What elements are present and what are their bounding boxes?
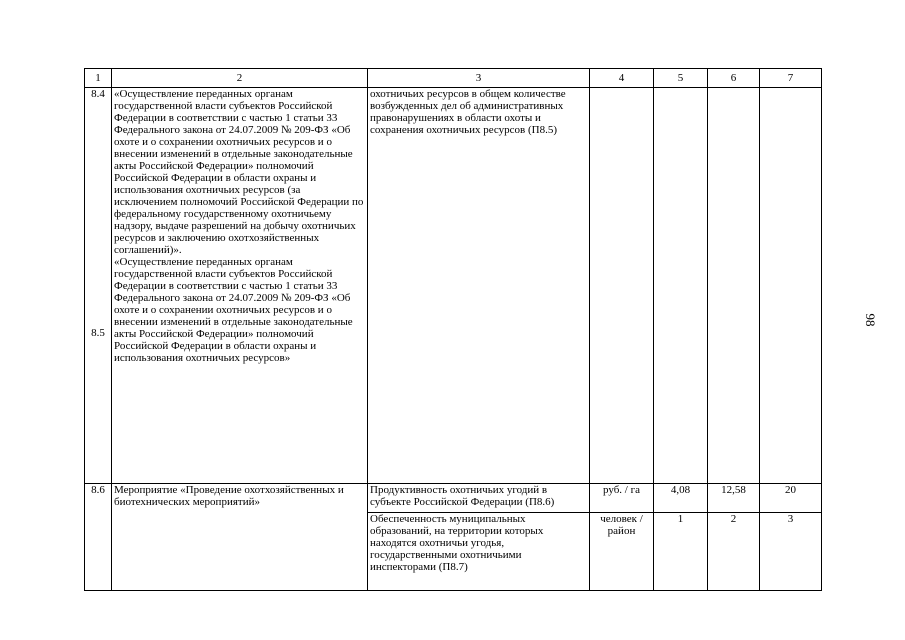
row-number-cell [85, 88, 112, 484]
header-cell: 1 [85, 69, 112, 88]
header-cell: 3 [368, 69, 590, 88]
value-cell [708, 88, 760, 484]
activity-cell [112, 88, 368, 484]
page-number: 98 [863, 313, 878, 327]
table-row [85, 484, 822, 513]
value-cell [654, 88, 708, 484]
header-cell: 6 [708, 69, 760, 88]
indicator-cell: охотничьих ресурсов в общем количестве возбужденных дел об административных правонарушениях в области охоты и сохранения охотничьих ресурсов (П8.5) [368, 88, 590, 484]
unit-cell: человек / район [590, 513, 654, 591]
value-cell: 4,08 [654, 484, 708, 513]
activity-text: Мероприятие «Проведение охотхозяйственных и биотехнических мероприятий» [112, 484, 368, 591]
unit-cell: руб. / га [590, 484, 654, 513]
row-number: 8.6 [85, 484, 112, 591]
header-cell: 5 [654, 69, 708, 88]
header-cell: 4 [590, 69, 654, 88]
value-cell: 2 [708, 513, 760, 591]
value-cell: 3 [760, 513, 822, 591]
activity-text: «Осуществление переданных органам государственной власти субъектов Российской Федерации в соответствии с частью 1 статьи 33 Федерального закона от 24.07.2009 № 209-ФЗ «Об охоте и о сохранении охотничьих ресурсов и о внесении изменений в отдельные законодательные акты Российской Федерации» полномочий Российской Федерации в области охраны и использования охотничьих ресурсов» [114, 256, 353, 364]
activity-text: «Осуществление переданных органам государственной власти субъектов Российской Федерации в соответствии с частью 1 статьи 33 Федерального закона от 24.07.2009 № 209-ФЗ «Об охоте и о сохранении охотничьих ресурсов и о внесении изменений в отдельные законодательные акты Российской Федерации» полномочий Российской Федерации в области охраны и использования охотничьих ресурсов (за исключением полномочий Российской Федерации по федеральному государственному охотничьему надзору, выдаче разрешений на добычу охотничьих ресурсов и заключению охотхозяйственных соглашений)». [114, 88, 364, 256]
value-cell: 12,58 [708, 484, 760, 513]
header-row [85, 69, 822, 88]
value-cell: 20 [760, 484, 822, 513]
value-cell: 1 [654, 513, 708, 591]
row-number: 8.5 [91, 327, 105, 339]
indicator-cell: Обеспеченность муниципальных образований, на территории которых находятся охотничьи угодья, государственными охотничьими инспекторами (П8.7) [368, 513, 590, 591]
header-cell: 7 [760, 69, 822, 88]
row-number: 8.4 [91, 88, 105, 100]
value-cell [760, 88, 822, 484]
unit-cell [590, 88, 654, 484]
header-cell: 2 [112, 69, 368, 88]
table-row [85, 88, 822, 484]
indicator-cell: Продуктивность охотничьих угодий в субъекте Российской Федерации (П8.6) [368, 484, 590, 513]
program-table [84, 68, 822, 591]
